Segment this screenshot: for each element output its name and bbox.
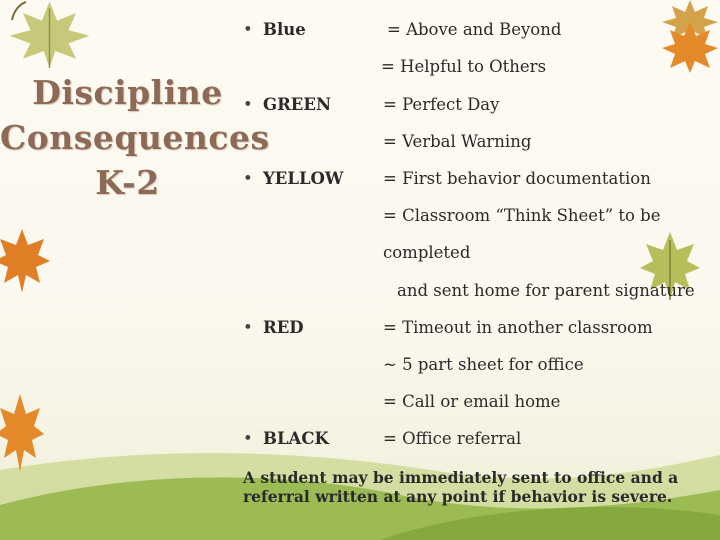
row-yellow-text: = First behavior documentation <box>383 169 651 188</box>
maple-leaf-icon <box>0 390 44 475</box>
slide-title <box>0 70 270 205</box>
title-line-3: K-2 <box>95 163 160 202</box>
row-helpful-text: = Helpful to Others <box>381 57 547 76</box>
bullet-black: • BLACK <box>243 429 329 449</box>
title-line-2: Consequences <box>0 118 270 157</box>
row-office-sheet-text: ~ 5 part sheet for office <box>383 355 584 374</box>
row-completed-text: completed <box>383 243 471 262</box>
severity-note: A student may be immediately sent to office and a referral written at any point if behavior is severe. <box>243 468 679 506</box>
bullet-green: • GREEN <box>243 95 331 115</box>
bullet-yellow: • YELLOW <box>243 169 343 189</box>
leaf-stem-icon <box>8 0 28 22</box>
bullet-red: • RED <box>243 318 304 338</box>
title-line-1: Discipline <box>32 73 223 112</box>
bullet-blue: • Blue <box>243 20 306 40</box>
row-think-sheet-text: = Classroom “Think Sheet” to be <box>383 206 661 225</box>
row-black-text: = Office referral <box>383 429 522 448</box>
row-signature-text: and sent home for parent signature <box>397 281 695 300</box>
row-red-text: = Timeout in another classroom <box>383 318 653 337</box>
row-green-text: = Perfect Day <box>383 95 500 114</box>
maple-leaf-icon <box>0 225 50 295</box>
row-blue-text: = Above and Beyond <box>387 20 562 39</box>
row-call-home-text: = Call or email home <box>383 392 561 411</box>
row-verbal-text: = Verbal Warning <box>383 132 532 151</box>
maple-leaf-icon <box>660 18 720 73</box>
